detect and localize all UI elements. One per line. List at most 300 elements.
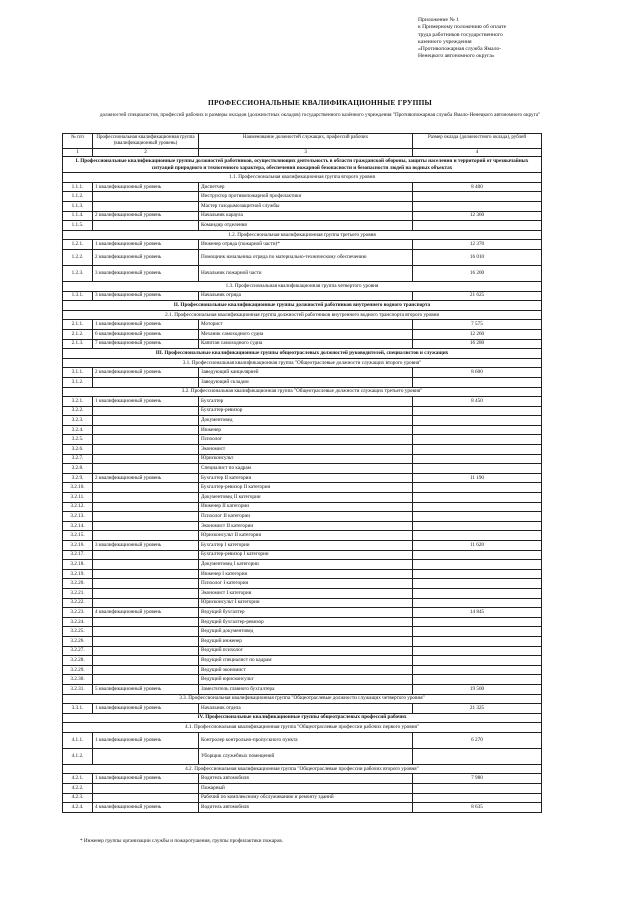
row-number: 3.2.16. <box>63 541 93 551</box>
salary-amount <box>413 627 542 637</box>
appendix-line: к Примерному положению об оплате <box>418 24 507 31</box>
section-heading-row <box>63 349 542 359</box>
row-number: 3.2.23. <box>63 608 93 618</box>
position-name: Инструктор противопожарной профилактики <box>199 192 413 202</box>
qualification-level <box>93 588 199 598</box>
position-name: Пожарный <box>199 784 413 794</box>
salary-amount: 16 280 <box>413 339 542 349</box>
row-number: 3.2.2. <box>63 406 93 416</box>
row-number: 3.2.8. <box>63 464 93 474</box>
appendix-line: труда работников государственного <box>418 31 503 38</box>
row-number: 3.2.3. <box>63 416 93 426</box>
table-row <box>63 774 542 784</box>
section-heading: II. Профессиональные квалификационные группы должностей работников внутреннего водного транспорта <box>63 301 542 311</box>
salary-amount <box>413 560 542 570</box>
row-number: 2.1.2. <box>63 329 93 339</box>
table-row <box>63 608 542 618</box>
qualification-level <box>93 665 199 675</box>
salary-amount <box>413 425 542 435</box>
salary-amount <box>413 550 542 560</box>
row-number: 1.1.5. <box>63 221 93 231</box>
qualification-level <box>93 435 199 445</box>
qualification-level: 6 квалификационный уровень <box>93 329 199 339</box>
salary-amount <box>413 521 542 531</box>
group-heading: 3.2. Профессиональная квалификационная группа "Общеотраслевые должности служащих третьего уровня" <box>63 387 542 397</box>
row-number: 1.2.3. <box>63 265 93 281</box>
table-row <box>63 291 542 301</box>
column-number: 3 <box>199 149 413 157</box>
salary-amount <box>413 784 542 794</box>
salary-amount: 12 260 <box>413 329 542 339</box>
qualification-level <box>93 521 199 531</box>
salary-amount: 7 980 <box>413 774 542 784</box>
salary-amount <box>413 598 542 608</box>
table-row <box>63 265 542 281</box>
column-number: 2 <box>93 149 199 157</box>
salary-amount: 8 635 <box>413 803 542 813</box>
section-heading-row <box>63 301 542 311</box>
qualification-level <box>93 793 199 803</box>
row-number: 1.1.4. <box>63 211 93 221</box>
position-name: Помощник начальника отряда по материально-техническому обеспечению <box>199 249 413 265</box>
qualification-level <box>93 748 199 764</box>
row-number: 4.2.4. <box>63 803 93 813</box>
row-number: 4.1.2. <box>63 748 93 764</box>
group-heading: 4.2. Профессиональная квалификационная группа "Общеотраслевые профессии рабочих второго уровня" <box>63 764 542 774</box>
row-number: 3.2.26. <box>63 636 93 646</box>
qualification-level <box>93 464 199 474</box>
group-heading: 1.3. Профессиональная квалификационная группа четвертого уровня <box>63 281 542 291</box>
row-number: 3.2.22. <box>63 598 93 608</box>
row-number: 3.2.30. <box>63 675 93 685</box>
salary-amount <box>413 617 542 627</box>
salary-amount <box>413 445 542 455</box>
row-number: 3.2.17. <box>63 550 93 560</box>
salary-amount: 8 400 <box>413 182 542 192</box>
position-name: Бухгалтер I категории <box>199 541 413 551</box>
table-row <box>63 445 542 455</box>
column-number: 4 <box>413 149 542 157</box>
qualification-level: 5 квалификационный уровень <box>93 684 199 694</box>
group-heading: 1.1. Профессиональная квалификационная группа второго уровня <box>63 173 542 183</box>
position-name: Ведущий юрисконсульт <box>199 675 413 685</box>
group-heading-row <box>63 764 542 774</box>
table-row <box>63 435 542 445</box>
table-row <box>63 748 542 764</box>
group-heading: 3.1. Профессиональная квалификационная группа "Общеотраслевые должности служащих второго уровня" <box>63 358 542 368</box>
salary-amount: 16 010 <box>413 249 542 265</box>
salary-amount <box>413 646 542 656</box>
position-name: Юрисконсульт I категории <box>199 598 413 608</box>
position-name: Специалист по кадрам <box>199 464 413 474</box>
salary-amount <box>413 793 542 803</box>
salary-amount <box>413 675 542 685</box>
qualification-level <box>93 531 199 541</box>
position-name: Бухгалтер-ревизор I категории <box>199 550 413 560</box>
appendix-line: Ненецкого автономного округа» <box>418 53 495 60</box>
salary-amount <box>413 579 542 589</box>
salary-amount: 21 625 <box>413 291 542 301</box>
table-row <box>63 368 542 378</box>
row-number: 3.2.12. <box>63 502 93 512</box>
table-row <box>63 627 542 637</box>
position-name: Ведущий инженер <box>199 636 413 646</box>
salary-amount <box>413 416 542 426</box>
qualification-level: 7 квалификационный уровень <box>93 339 199 349</box>
salary-amount <box>413 665 542 675</box>
position-name: Документовед II категории <box>199 493 413 503</box>
position-name: Капитан самоходного судна <box>199 339 413 349</box>
section-heading-row <box>63 713 542 723</box>
table-row <box>63 182 542 192</box>
salary-amount: 8 450 <box>413 397 542 407</box>
position-name: Инженер I категории <box>199 569 413 579</box>
table-row <box>63 397 542 407</box>
row-number: 1.2.2. <box>63 249 93 265</box>
section-heading: III. Профессиональные квалификационные группы общеотраслевых должностей руководителей, специалистов и служащих <box>63 349 542 359</box>
row-number: 1.1.1. <box>63 182 93 192</box>
salary-amount <box>413 377 542 387</box>
qualification-level <box>93 377 199 387</box>
qualification-level <box>93 512 199 522</box>
salary-amount: 19 500 <box>413 684 542 694</box>
qualification-level <box>93 425 199 435</box>
position-name: Заведующий канцелярией <box>199 368 413 378</box>
qualification-level: 1 квалификационный уровень <box>93 397 199 407</box>
row-number: 2.1.3. <box>63 339 93 349</box>
position-name: Рабочий по комплексному обслуживанию и ремонту зданий <box>199 793 413 803</box>
table-row <box>63 377 542 387</box>
salary-amount: 14 845 <box>413 608 542 618</box>
position-name: Документовед <box>199 416 413 426</box>
row-number: 3.2.25. <box>63 627 93 637</box>
salary-amount: 12 360 <box>413 211 542 221</box>
qualification-level: 1 квалификационный уровень <box>93 774 199 784</box>
salary-amount: 11 620 <box>413 541 542 551</box>
row-number: 2.1.1. <box>63 320 93 330</box>
table-row <box>63 665 542 675</box>
table-row <box>63 636 542 646</box>
table-row <box>63 646 542 656</box>
group-heading-row <box>63 723 542 733</box>
position-name: Психолог II категории <box>199 512 413 522</box>
qualification-level: 3 квалификационный уровень <box>93 265 199 281</box>
salary-amount <box>413 748 542 764</box>
position-name: Инженер II категории <box>199 502 413 512</box>
table-row <box>63 560 542 570</box>
table-row <box>63 541 542 551</box>
section-heading: IV. Профессиональные квалификационные группы общеотраслевых профессий рабочих <box>63 713 542 723</box>
salary-amount <box>413 531 542 541</box>
appendix-line: Приложение № 1 <box>418 17 459 23</box>
header-salary: Размер оклада (должностного оклада), рублей <box>413 134 542 149</box>
qualification-level <box>93 493 199 503</box>
group-heading-row <box>63 230 542 240</box>
table-row <box>63 249 542 265</box>
qualification-level <box>93 454 199 464</box>
group-heading-row <box>63 281 542 291</box>
group-heading: 2.1. Профессиональная квалификационная группа должностей работников внутреннего водного транспорта второго уровня <box>63 310 542 320</box>
table-row <box>63 684 542 694</box>
table-row <box>63 320 542 330</box>
qualification-level <box>93 569 199 579</box>
header-group: Профессиональная квалификационная группа (квалификационный уровень) <box>93 134 199 149</box>
qualification-level <box>93 406 199 416</box>
header-position: Наименование должностей служащих, профессий рабочих <box>199 134 413 149</box>
qualification-level: 1 квалификационный уровень <box>93 240 199 250</box>
table-row <box>63 493 542 503</box>
qualification-level: 1 квалификационный уровень <box>93 704 199 714</box>
position-name: Экономист II категории <box>199 521 413 531</box>
group-heading-row <box>63 694 542 704</box>
position-name: Экономист <box>199 445 413 455</box>
qualification-level: 2 квалификационный уровень <box>93 473 199 483</box>
salary-amount <box>413 221 542 231</box>
row-number: 4.2.1. <box>63 774 93 784</box>
position-name: Водитель автомобиля <box>199 803 413 813</box>
row-number: 3.3.1. <box>63 704 93 714</box>
qualification-level <box>93 784 199 794</box>
group-heading-row <box>63 387 542 397</box>
qualification-level: 4 квалификационный уровень <box>93 803 199 813</box>
position-name: Заместитель главного бухгалтера <box>199 684 413 694</box>
row-number: 4.2.3. <box>63 793 93 803</box>
position-name: Диспетчер <box>199 182 413 192</box>
table-row <box>63 464 542 474</box>
position-name: Бухгалтер <box>199 397 413 407</box>
position-name: Юрисконсульт <box>199 454 413 464</box>
salary-amount <box>413 656 542 666</box>
table-row <box>63 521 542 531</box>
group-heading: 3.3. Профессиональная квалификационная группа "Общеотраслевые должности служащих четвертого уровня" <box>63 694 542 704</box>
position-name: Бухгалтер II категории <box>199 473 413 483</box>
qualification-level <box>93 483 199 493</box>
qualification-level <box>93 550 199 560</box>
qualification-level <box>93 502 199 512</box>
table-row <box>63 588 542 598</box>
position-name: Начальник отдела <box>199 704 413 714</box>
row-number: 3.2.27. <box>63 646 93 656</box>
table-row <box>63 454 542 464</box>
qualification-level <box>93 579 199 589</box>
table-row <box>63 550 542 560</box>
qualification-level: 1 квалификационный уровень <box>93 182 199 192</box>
row-number: 1.2.1. <box>63 240 93 250</box>
position-name: Ведущий бухгалтер-ревизор <box>199 617 413 627</box>
position-name: Психолог I категории <box>199 579 413 589</box>
salary-amount: 16 200 <box>413 265 542 281</box>
table-column-numbers-row <box>63 149 542 157</box>
row-number: 3.2.6. <box>63 445 93 455</box>
qualification-level: 4 квалификационный уровень <box>93 608 199 618</box>
row-number: 3.2.11. <box>63 493 93 503</box>
row-number: 3.2.28. <box>63 656 93 666</box>
table-row <box>63 406 542 416</box>
table-row <box>63 704 542 714</box>
section-heading-row <box>63 157 542 173</box>
row-number: 3.2.15. <box>63 531 93 541</box>
table-row <box>63 221 542 231</box>
row-number: 1.3.1. <box>63 291 93 301</box>
table-row <box>63 512 542 522</box>
position-name: Документовед I категории <box>199 560 413 570</box>
qualification-level <box>93 416 199 426</box>
position-name: Заведующий складом <box>199 377 413 387</box>
table-row <box>63 329 542 339</box>
table-row <box>63 656 542 666</box>
appendix-line: казенного учреждения <box>418 38 472 45</box>
qualification-level <box>93 445 199 455</box>
group-heading-row <box>63 310 542 320</box>
row-number: 3.2.18. <box>63 560 93 570</box>
row-number: 3.2.7. <box>63 454 93 464</box>
position-name: Экономист I категории <box>199 588 413 598</box>
salary-amount: 21 325 <box>413 704 542 714</box>
row-number: 3.2.5. <box>63 435 93 445</box>
qualification-level <box>93 656 199 666</box>
position-name: Начальник пожарной части <box>199 265 413 281</box>
table-row <box>63 483 542 493</box>
position-name: Юрисконсульт II категории <box>199 531 413 541</box>
row-number: 3.2.13. <box>63 512 93 522</box>
qualification-level: 2 квалификационный уровень <box>93 368 199 378</box>
row-number: 3.2.24. <box>63 617 93 627</box>
salary-amount <box>413 406 542 416</box>
row-number: 4.1.1. <box>63 732 93 748</box>
salary-amount <box>413 435 542 445</box>
appendix-line: «Противопожарная служба Ямало- <box>418 46 502 53</box>
row-number: 3.2.29. <box>63 665 93 675</box>
salary-amount <box>413 493 542 503</box>
position-name: Инженер <box>199 425 413 435</box>
qualification-level: 2 квалификационный уровень <box>93 211 199 221</box>
row-number: 3.1.2. <box>63 377 93 387</box>
salary-amount: 12 370 <box>413 240 542 250</box>
group-heading-row <box>63 358 542 368</box>
table-row <box>63 579 542 589</box>
qualification-level <box>93 627 199 637</box>
qualification-level <box>93 646 199 656</box>
table-row <box>63 473 542 483</box>
qualification-level <box>93 636 199 646</box>
qualification-level <box>93 202 199 212</box>
row-number: 3.2.31. <box>63 684 93 694</box>
position-name: Инженер отряда (пожарной части)* <box>199 240 413 250</box>
table-header-row <box>63 134 542 149</box>
group-heading: 4.1. Профессиональная квалификационная группа "Общеотраслевые профессии рабочих первого уровня" <box>63 723 542 733</box>
qualification-level: 3 квалификационный уровень <box>93 291 199 301</box>
position-name: Ведущий экономист <box>199 665 413 675</box>
table-row <box>63 598 542 608</box>
position-name: Контролер контрольно-пропускного пункта <box>199 732 413 748</box>
position-name: Бухгалтер-ревизор II категории <box>199 483 413 493</box>
table-row <box>63 784 542 794</box>
row-number: 3.2.10. <box>63 483 93 493</box>
table-row <box>63 502 542 512</box>
row-number: 3.2.19. <box>63 569 93 579</box>
salary-amount <box>413 464 542 474</box>
table-row <box>63 416 542 426</box>
table-row <box>63 240 542 250</box>
position-name: Ведущий документовед <box>199 627 413 637</box>
position-name: Бухгалтер-ревизор <box>199 406 413 416</box>
position-name: Ведущий психолог <box>199 646 413 656</box>
row-number: 4.2.2. <box>63 784 93 794</box>
salary-amount <box>413 502 542 512</box>
table-row <box>63 675 542 685</box>
position-name: Ведущий бухгалтер <box>199 608 413 618</box>
position-name: Ведущий специалист по кадрам <box>199 656 413 666</box>
position-name: Уборщик служебных помещений <box>199 748 413 764</box>
table-body <box>63 157 542 812</box>
row-number: 3.1.1. <box>63 368 93 378</box>
salary-amount <box>413 588 542 598</box>
salary-amount <box>413 202 542 212</box>
document-title: ПРОФЕССИОНАЛЬНЫЕ КВАЛИФИКАЦИОННЫЕ ГРУППЫ <box>208 98 432 107</box>
position-name: Моторист <box>199 320 413 330</box>
row-number: 3.2.9. <box>63 473 93 483</box>
row-number: 3.2.14. <box>63 521 93 531</box>
position-name: Механик самоходного судна <box>199 329 413 339</box>
table-row <box>63 192 542 202</box>
row-number: 1.1.3. <box>63 202 93 212</box>
salary-amount <box>413 483 542 493</box>
position-name: Водитель автомобиля <box>199 774 413 784</box>
table-row <box>63 793 542 803</box>
table-row <box>63 425 542 435</box>
table-row <box>63 211 542 221</box>
salary-amount <box>413 569 542 579</box>
salary-amount: 6 270 <box>413 732 542 748</box>
qualification-level: 3 квалификационный уровень <box>93 541 199 551</box>
document-subtitle: должностей специалистов, профессий рабочих и размеры окладов (должностных окладов) государственного казённого учреждения "Противопожарная служба Ямало-Ненецкого автономного округа" <box>99 112 541 118</box>
table-row <box>63 803 542 813</box>
row-number: 3.2.21. <box>63 588 93 598</box>
salary-amount: 7 575 <box>413 320 542 330</box>
salary-amount <box>413 636 542 646</box>
table-row <box>63 569 542 579</box>
row-number: 3.2.1. <box>63 397 93 407</box>
table-row <box>63 202 542 212</box>
footnote: * Инженер группы организации службы и пожаротушения, группы профилактики пожаров. <box>80 838 283 844</box>
position-name: Начальник отряда <box>199 291 413 301</box>
header-number: № п/п <box>63 134 93 149</box>
qualification-level <box>93 192 199 202</box>
row-number: 1.1.2. <box>63 192 93 202</box>
qualification-level <box>93 675 199 685</box>
group-heading: 1.2. Профессиональная квалификационная группа третьего уровня <box>63 230 542 240</box>
salary-amount <box>413 454 542 464</box>
position-name: Начальник караула <box>199 211 413 221</box>
section-heading: I. Профессиональные квалификационные группы должностей работников, осуществляющих деятельность в области гражданской обороны, защиты населения и территорий от чрезвычайных ситуаций природного и техногенного характера, обеспечения пожарной безопасности и безопасности людей на водных объектах <box>63 157 542 173</box>
position-name: Командир отделения <box>199 221 413 231</box>
salary-amount: 11 190 <box>413 473 542 483</box>
qualification-level: 1 квалификационный уровень <box>93 732 199 748</box>
qualification-level <box>93 560 199 570</box>
qualification-level <box>93 598 199 608</box>
salary-amount <box>413 512 542 522</box>
table-row <box>63 531 542 541</box>
group-heading-row <box>63 173 542 183</box>
qualification-level <box>93 221 199 231</box>
position-name: Мастер газодымозащитной службы <box>199 202 413 212</box>
salary-amount: 8 600 <box>413 368 542 378</box>
salary-amount <box>413 192 542 202</box>
table-row <box>63 732 542 748</box>
qualification-level <box>93 617 199 627</box>
salary-table <box>62 133 542 813</box>
qualification-level: 1 квалификационный уровень <box>93 320 199 330</box>
